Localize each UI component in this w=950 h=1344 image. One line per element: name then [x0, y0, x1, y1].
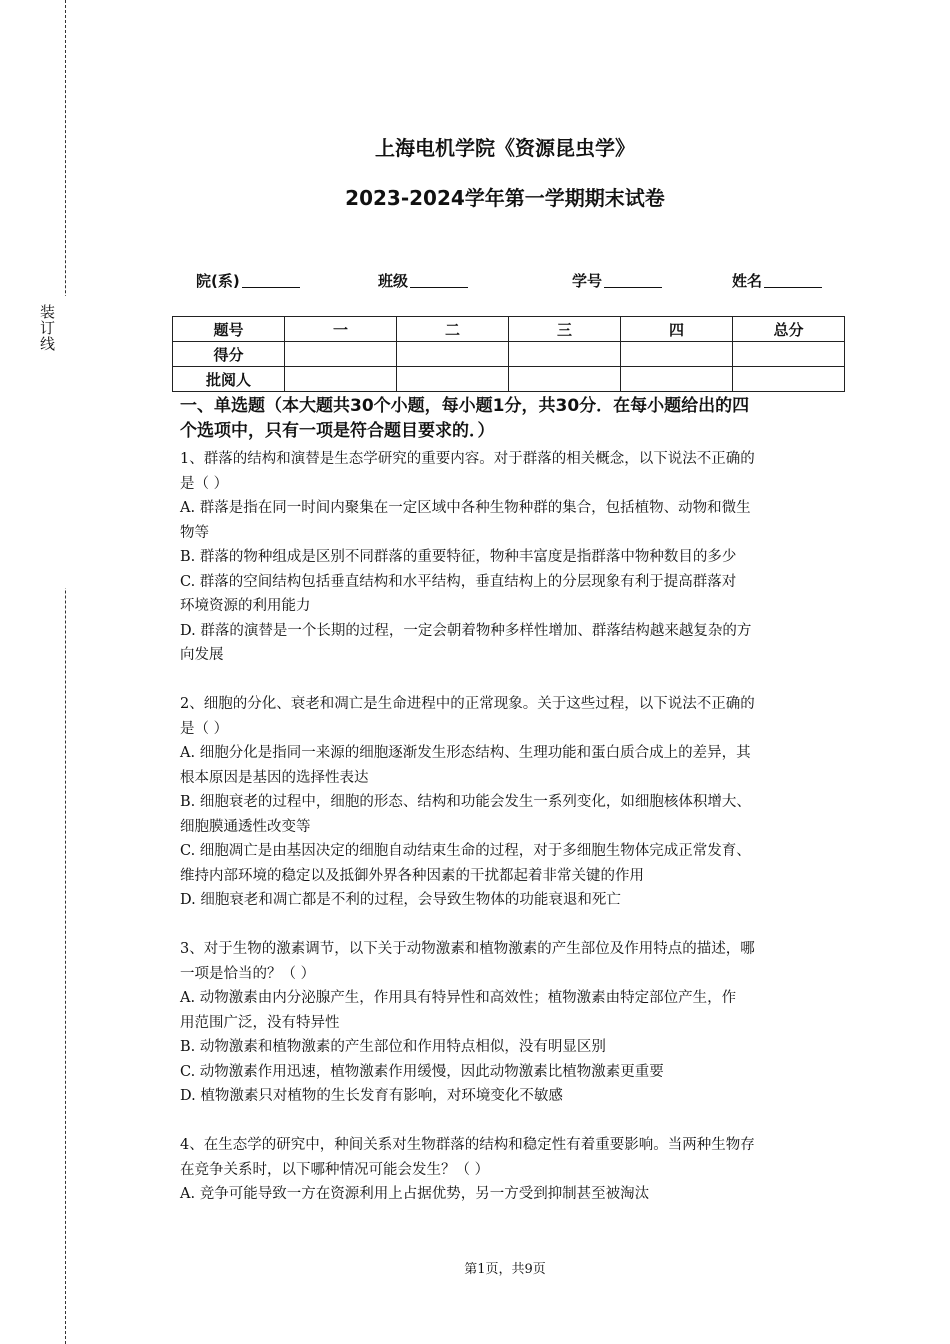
score-table-header-row [173, 317, 845, 342]
question-stem: 2、细胞的分化、衰老和凋亡是生命进程中的正常现象。关于这些过程，以下说法不正确的 [180, 696, 755, 712]
page-number: 第1页，共9页 [464, 1262, 546, 1277]
question-stem: 是（ ） [180, 475, 229, 492]
name-blank[interactable] [764, 273, 822, 288]
exam-title: 上海电机学院《资源昆虫学》 [375, 136, 635, 160]
option-a[interactable]: A. 群落是指在同一时间内聚集在一定区域中各种生物种群的集合，包括植物、动物和微生 [180, 500, 751, 516]
option-d[interactable]: D. 植物激素只对植物的生长发育有影响，对环境变化不敏感 [180, 1088, 563, 1104]
class-blank[interactable] [410, 273, 468, 288]
score-table-header-cell: 二 [397, 317, 509, 342]
option-a[interactable]: A. 动物激素由内分泌腺产生，作用具有特异性和高效性；植物激素由特定部位产生，作 [180, 990, 737, 1006]
question-stem: 4、在生态学的研究中，种间关系对生物群落的结构和稳定性有着重要影响。当两种生物存 [180, 1137, 755, 1153]
score-cell[interactable] [509, 342, 621, 367]
class-label: 班级 [378, 272, 409, 290]
question-stem: 是（ ） [180, 720, 229, 737]
score-table-row [173, 367, 845, 392]
option-c[interactable]: C. 群落的空间结构包括垂直结构和水平结构，垂直结构上的分层现象有利于提高群落对 [180, 573, 737, 590]
score-table-header-cell: 总分 [733, 317, 845, 342]
score-table-header-cell: 三 [509, 317, 621, 342]
question-2 [180, 692, 840, 913]
option-b[interactable]: B. 动物激素和植物激素的产生部位和作用特点相似，没有明显区别 [180, 1039, 606, 1055]
student-id-label: 学号 [572, 272, 603, 290]
option-b[interactable]: 细胞膜通透性改变等 [180, 818, 311, 835]
question-3 [180, 937, 840, 1109]
score-table-header-cell: 四 [621, 317, 733, 342]
option-b[interactable]: B. 群落的物种组成是区别不同群落的重要特征，物种丰富度是指群落中物种数目的多少 [180, 549, 737, 565]
section-heading: 个选项中，只有一项是符合题目要求的．） [180, 421, 495, 441]
option-a[interactable]: A. 竞争可能导致一方在资源利用上占据优势，另一方受到抑制甚至被淘汰 [180, 1186, 650, 1202]
option-d[interactable]: 向发展 [180, 647, 224, 663]
score-table-header-cell: 一 [285, 317, 397, 342]
option-c[interactable]: C. 细胞凋亡是由基因决定的细胞自动结束生命的过程，对于多细胞生物体完成正常发育、 [180, 843, 751, 859]
option-a[interactable]: 根本原因是基因的选择性表达 [180, 769, 369, 786]
option-a[interactable]: 用范围广泛，没有特异性 [180, 1014, 340, 1031]
exam-subtitle: 2023-2024学年第一学期期末试卷 [345, 186, 665, 210]
department-label: 院(系) [196, 272, 240, 290]
score-cell[interactable] [621, 342, 733, 367]
binding-line-gap [60, 296, 72, 588]
score-row-label: 得分 [173, 342, 285, 367]
student-id-blank[interactable] [604, 273, 662, 288]
reviewer-cell[interactable] [509, 367, 621, 392]
reviewer-cell[interactable] [621, 367, 733, 392]
student-id-field [572, 270, 662, 291]
option-d[interactable]: D. 细胞衰老和凋亡都是不利的过程，会导致生物体的功能衰退和死亡 [180, 892, 621, 908]
score-table-row [173, 342, 845, 367]
reviewer-cell[interactable] [397, 367, 509, 392]
question-stem: 在竞争关系时，以下哪种情况可能会发生？（ ） [180, 1161, 490, 1178]
question-stem: 1、群落的结构和演替是生态学研究的重要内容。对于群落的相关概念，以下说法不正确的 [180, 451, 755, 467]
reviewer-cell[interactable] [285, 367, 397, 392]
section-heading: 一、单选题（本大题共30个小题，每小题1分，共30分．在每小题给出的四 [180, 396, 750, 416]
score-cell[interactable] [733, 342, 845, 367]
class-field [378, 270, 468, 291]
name-label: 姓名 [732, 272, 763, 290]
exam-content [180, 394, 840, 1207]
option-b[interactable]: B. 细胞衰老的过程中，细胞的形态、结构和功能会发生一系列变化，如细胞核体积增大、 [180, 794, 751, 810]
score-table [172, 316, 845, 392]
binding-label: 装订线 [38, 304, 56, 352]
question-stem: 一项是恰当的？（ ） [180, 965, 316, 982]
question-1 [180, 447, 840, 668]
score-cell[interactable] [397, 342, 509, 367]
name-field [732, 270, 822, 291]
question-4 [180, 1133, 840, 1207]
reviewer-row-label: 批阅人 [173, 367, 285, 392]
option-c[interactable]: 环境资源的利用能力 [180, 598, 311, 614]
option-a[interactable]: 物等 [180, 524, 209, 541]
option-c[interactable]: C. 动物激素作用迅速，植物激素作用缓慢，因此动物激素比植物激素更重要 [180, 1063, 664, 1080]
department-blank[interactable] [242, 273, 300, 288]
score-cell[interactable] [285, 342, 397, 367]
option-d[interactable]: D. 群落的演替是一个长期的过程，一定会朝着物种多样性增加、群落结构越来越复杂的方 [180, 622, 752, 639]
score-table-header-cell: 题号 [173, 317, 285, 342]
option-c[interactable]: 维持内部环境的稳定以及抵御外界各种因素的干扰都起着非常关键的作用 [180, 867, 644, 884]
option-a[interactable]: A. 细胞分化是指同一来源的细胞逐渐发生形态结构、生理功能和蛋白质合成上的差异，其 [180, 745, 751, 761]
reviewer-cell[interactable] [733, 367, 845, 392]
question-stem: 3、对于生物的激素调节，以下关于动物激素和植物激素的产生部位及作用特点的描述，哪 [180, 941, 755, 957]
department-field [196, 270, 300, 291]
